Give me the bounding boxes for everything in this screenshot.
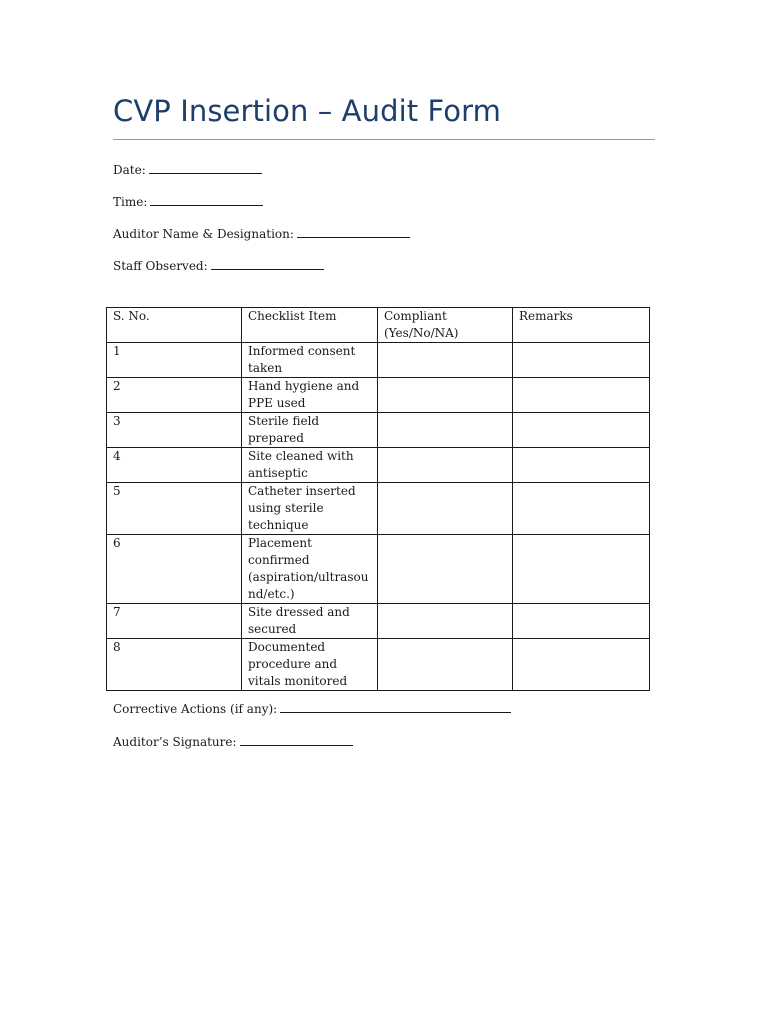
checklist-item-cell: Site dressed and secured bbox=[242, 604, 378, 639]
compliant-cell[interactable] bbox=[378, 535, 513, 604]
remarks-cell[interactable] bbox=[513, 378, 650, 413]
auditor-field bbox=[113, 225, 410, 241]
auditor-blank[interactable] bbox=[297, 225, 410, 238]
table-row bbox=[107, 413, 650, 448]
date-field bbox=[113, 161, 262, 177]
checklist-item-cell: Hand hygiene and PPE used bbox=[242, 378, 378, 413]
corrective-actions-label: Corrective Actions (if any): bbox=[113, 702, 278, 716]
checklist-item-cell: Sterile field prepared bbox=[242, 413, 378, 448]
remarks-cell[interactable] bbox=[513, 604, 650, 639]
remarks-cell[interactable] bbox=[513, 483, 650, 535]
compliant-cell[interactable] bbox=[378, 413, 513, 448]
sno-cell: 6 bbox=[107, 535, 242, 604]
checklist-item-cell: Catheter inserted using sterile technique bbox=[242, 483, 378, 535]
compliant-cell[interactable] bbox=[378, 639, 513, 691]
checklist-item-cell: Placement confirmed (aspiration/ultrasound/etc.) bbox=[242, 535, 378, 604]
table-row bbox=[107, 343, 650, 378]
sno-cell: 8 bbox=[107, 639, 242, 691]
checklist-item-cell: Informed consent taken bbox=[242, 343, 378, 378]
staff-blank[interactable] bbox=[211, 257, 324, 270]
time-label: Time: bbox=[113, 195, 148, 209]
checklist-item-cell: Site cleaned with antiseptic bbox=[242, 448, 378, 483]
signature-blank[interactable] bbox=[240, 733, 353, 746]
sno-cell: 4 bbox=[107, 448, 242, 483]
table-header-row bbox=[107, 308, 650, 343]
sno-cell: 3 bbox=[107, 413, 242, 448]
sno-cell: 7 bbox=[107, 604, 242, 639]
table-row bbox=[107, 604, 650, 639]
remarks-cell[interactable] bbox=[513, 413, 650, 448]
date-label: Date: bbox=[113, 163, 146, 177]
sno-cell: 1 bbox=[107, 343, 242, 378]
time-blank[interactable] bbox=[150, 193, 263, 206]
remarks-cell[interactable] bbox=[513, 639, 650, 691]
date-blank[interactable] bbox=[149, 161, 262, 174]
remarks-cell[interactable] bbox=[513, 535, 650, 604]
title-underline bbox=[113, 139, 655, 140]
table-row bbox=[107, 483, 650, 535]
signature-field bbox=[113, 733, 353, 749]
table-row bbox=[107, 639, 650, 691]
corrective-actions-blank[interactable] bbox=[280, 700, 511, 713]
header-compliant: Compliant (Yes/No/NA) bbox=[378, 308, 513, 343]
staff-field bbox=[113, 257, 324, 273]
corrective-actions-field bbox=[113, 700, 511, 716]
compliant-cell[interactable] bbox=[378, 604, 513, 639]
compliant-cell[interactable] bbox=[378, 483, 513, 535]
header-sno: S. No. bbox=[107, 308, 242, 343]
compliant-cell[interactable] bbox=[378, 343, 513, 378]
checklist-item-cell: Documented procedure and vitals monitored bbox=[242, 639, 378, 691]
remarks-cell[interactable] bbox=[513, 448, 650, 483]
audit-checklist-table bbox=[106, 307, 650, 691]
table-row bbox=[107, 378, 650, 413]
compliant-cell[interactable] bbox=[378, 448, 513, 483]
auditor-label: Auditor Name & Designation: bbox=[113, 227, 294, 241]
time-field bbox=[113, 193, 263, 209]
remarks-cell[interactable] bbox=[513, 343, 650, 378]
header-checklist-item: Checklist Item bbox=[242, 308, 378, 343]
table-row bbox=[107, 535, 650, 604]
table-row bbox=[107, 448, 650, 483]
header-remarks: Remarks bbox=[513, 308, 650, 343]
sno-cell: 5 bbox=[107, 483, 242, 535]
signature-label: Auditor’s Signature: bbox=[113, 735, 237, 749]
staff-label: Staff Observed: bbox=[113, 259, 208, 273]
sno-cell: 2 bbox=[107, 378, 242, 413]
compliant-cell[interactable] bbox=[378, 378, 513, 413]
document-title: CVP Insertion – Audit Form bbox=[113, 94, 502, 128]
